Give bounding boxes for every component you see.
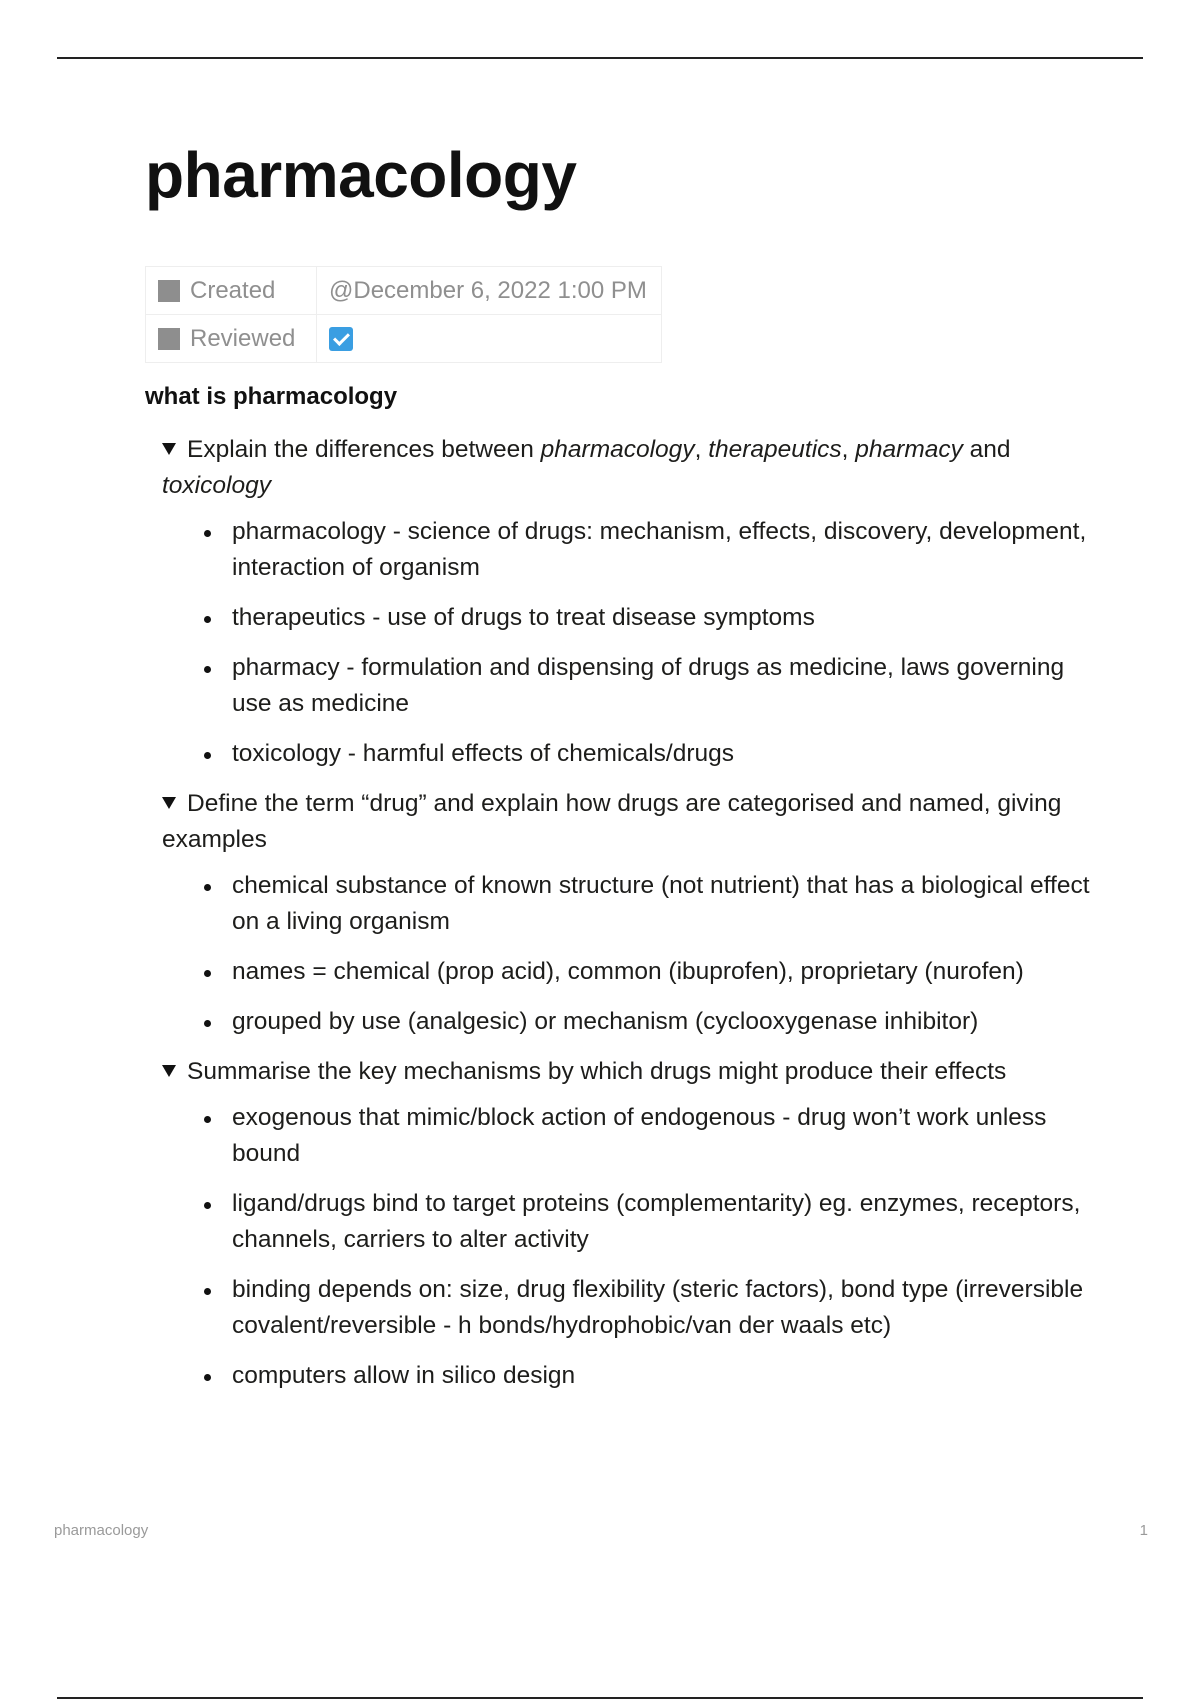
list-item: toxicology - harmful effects of chemicals/drugs: [162, 736, 1092, 772]
title-part-italic: pharmacology: [540, 436, 695, 463]
property-row-reviewed: [146, 315, 662, 363]
list-item: grouped by use (analgesic) or mechanism (cyclooxygenase inhibitor): [162, 1004, 1092, 1040]
title-part: Explain the differences between: [187, 436, 541, 463]
title-part-italic: pharmacy: [855, 436, 963, 463]
bullet-list: [162, 868, 1092, 1040]
footer-doc-name: pharmacology: [54, 1522, 149, 1539]
properties-table: [145, 266, 662, 363]
section-heading: what is pharmacology: [145, 383, 398, 410]
title-part: and: [962, 436, 1011, 463]
page-title: pharmacology: [145, 139, 577, 211]
toggle-block: [162, 432, 1092, 772]
title-part: ,: [694, 436, 709, 463]
property-key[interactable]: [146, 267, 317, 315]
property-row-created: [146, 267, 662, 315]
bullet-list: [162, 1100, 1092, 1394]
list-item: binding depends on: size, drug flexibility (steric factors), bond type (irreversible covalent/reversible - h bonds/hydrophobic/van der waals etc): [162, 1272, 1092, 1344]
reviewed-checkbox[interactable]: [329, 327, 353, 351]
bottom-rule: [57, 1697, 1143, 1699]
property-key[interactable]: [146, 315, 317, 363]
list-item: chemical substance of known structure (not nutrient) that has a biological effect on a living organism: [162, 868, 1092, 940]
list-icon: [158, 280, 180, 302]
checkbox-property-icon: [158, 328, 180, 350]
list-item: names = chemical (prop acid), common (ibuprofen), proprietary (nurofen): [162, 954, 1092, 990]
footer-page-number: 1: [1139, 1522, 1148, 1539]
toggle-title: [162, 786, 1092, 858]
top-rule: [57, 57, 1143, 59]
list-item: therapeutics - use of drugs to treat disease symptoms: [162, 600, 1092, 636]
toggle-title: [162, 1054, 1092, 1090]
property-label: Reviewed: [190, 324, 296, 352]
reviewed-value: [317, 315, 662, 363]
bullet-list: [162, 514, 1092, 772]
toggle-caret-icon[interactable]: [162, 797, 176, 809]
title-part: ,: [841, 436, 856, 463]
page-content: [162, 432, 1092, 1408]
toggle-title-text: Define the term “drug” and explain how drugs are categorised and named, giving examples: [162, 790, 1062, 853]
toggle-caret-icon[interactable]: [162, 1065, 176, 1077]
toggle-block: [162, 786, 1092, 1040]
toggle-title: [162, 432, 1092, 504]
toggle-caret-icon[interactable]: [162, 443, 176, 455]
list-item: pharmacology - science of drugs: mechanism, effects, discovery, development, interaction of organism: [162, 514, 1092, 586]
list-item: pharmacy - formulation and dispensing of drugs as medicine, laws governing use as medicine: [162, 650, 1092, 722]
title-part-italic: therapeutics: [708, 436, 842, 463]
toggle-block: [162, 1054, 1092, 1394]
list-item: exogenous that mimic/block action of endogenous - drug won’t work unless bound: [162, 1100, 1092, 1172]
list-item: ligand/drugs bind to target proteins (complementarity) eg. enzymes, receptors, channels, carriers to alter activity: [162, 1186, 1092, 1258]
list-item: computers allow in silico design: [162, 1358, 1092, 1394]
property-label: Created: [190, 276, 276, 304]
toggle-title-text: Summarise the key mechanisms by which drugs might produce their effects: [187, 1058, 1007, 1085]
created-date-value[interactable]: @December 6, 2022 1:00 PM: [317, 267, 662, 315]
title-part-italic: toxicology: [162, 472, 271, 499]
